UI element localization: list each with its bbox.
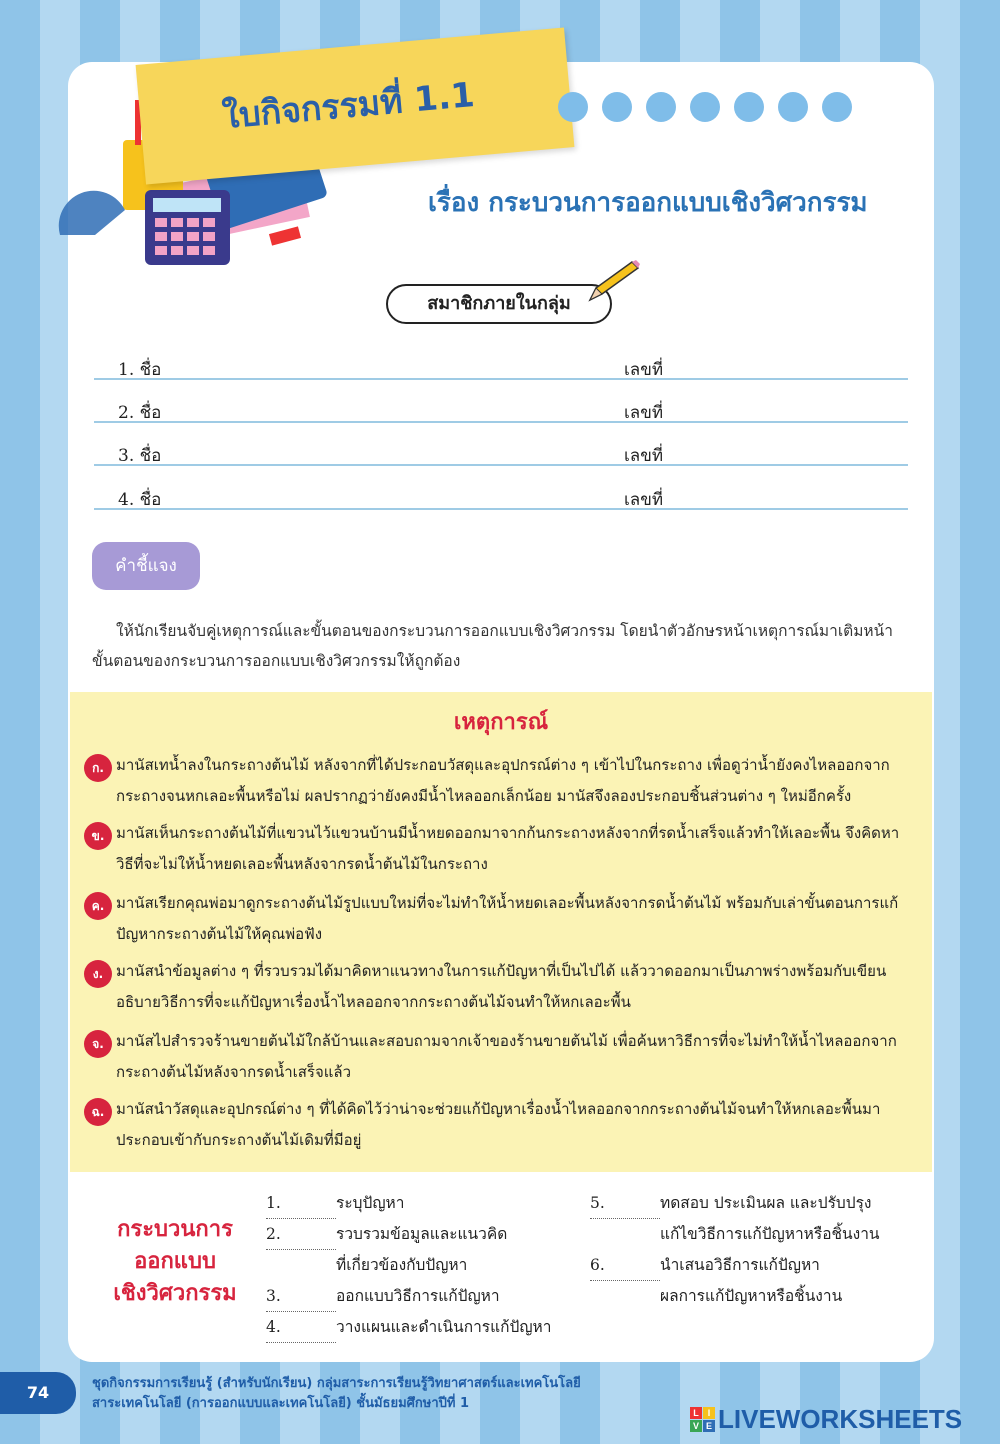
footer-line: ชุดกิจกรรมการเรียนรู้ (สำหรับนักเรียน) กลุ่มสาระการเรียนรู้วิทยาศาสตร์และเทคโนโลยี (92, 1376, 581, 1391)
liveworksheets-logo-icon (690, 1407, 715, 1432)
event-text: มานัสเทน้ำลงในกระถางต้นไม้ หลังจากที่ได้ประกอบวัสดุและอุปกรณ์ต่าง ๆ เข้าไปในกระถาง เพื่อดูว่าน้ำยังคงไหลออกจากกระถางจนหกเลอะพื้นหรือไม่ ผลปรากฏว่ายังคงมีน้ำไหลออกเล็กน้อย มานัสจึงลองประกอบชิ้นส่วนต่าง ๆ ใหม่อีกครั้ง (116, 756, 890, 805)
member-number-label: เลขที่ (624, 360, 664, 380)
event-text: มานัสเห็นกระถางต้นไม้ที่แขวนไว้แขวนบ้านมีน้ำหยดออกมาจากก้นกระถางหลังจากที่รดน้ำเสร็จแล้วทำให้เลอะพื้น จึงคิดหาวิธีที่จะไม่ให้น้ำหยดเลอะพื้นหลังจากรดน้ำต้นไม้ในกระถาง (116, 824, 900, 873)
step-text: ออกแบบวิธีการแก้ปัญหา (336, 1287, 500, 1305)
step-number: 4. (266, 1312, 336, 1343)
step-text: วางแผนและดำเนินการแก้ปัญหา (336, 1318, 552, 1336)
event-letter-badge: ก. (84, 754, 112, 782)
logo-letter: L (690, 1407, 702, 1419)
member-row-1[interactable] (94, 354, 908, 380)
step-number: 2. (266, 1219, 336, 1250)
members-heading: สมาชิกภายในกลุ่ม (386, 284, 612, 324)
event-text: มานัสไปสำรวจร้านขายต้นไม้ใกล้บ้านและสอบถามจากเจ้าของร้านขายต้นไม้ เพื่อค้นหาวิธีการที่จะไม่ทำให้น้ำไหลออกจากกระถางต้นไม้หลังจากรดน้ำเสร็จแล้ว (116, 1032, 897, 1081)
step-number: 1. (266, 1188, 336, 1219)
step-number: 3. (266, 1281, 336, 1312)
event-letter-badge: ง. (84, 960, 112, 988)
instructions-text: ให้นักเรียนจับคู่เหตุการณ์และขั้นตอนของกระบวนการออกแบบเชิงวิศวกรรม โดยนำตัวอักษรหน้าเหตุการณ์มาเติมหน้าขั้นตอนของกระบวนการออกแบบเชิงวิศวกรรมให้ถูกต้อง (92, 622, 893, 670)
step-number: 6. (590, 1250, 660, 1281)
event-text: มานัสนำวัสดุและอุปกรณ์ต่าง ๆ ที่ได้คิดไว้ว่าน่าจะช่วยแก้ปัญหาเรื่องน้ำไหลออกจากกระถางต้นไม้จนทำให้หกเลอะพื้นมาประกอบเข้ากับกระถางต้นไม้เดิมที่มีอยู่ (116, 1100, 881, 1149)
logo-letter: I (703, 1407, 715, 1419)
process-title-line: กระบวนการ (117, 1217, 233, 1242)
pencil-icon (582, 256, 642, 306)
liveworksheets-logo (690, 1404, 962, 1435)
member-name-label: 4. ชื่อ (118, 490, 162, 510)
dot (602, 92, 632, 122)
event-item (84, 1094, 914, 1156)
process-step-5[interactable] (590, 1188, 880, 1249)
watermark-text: LIVEWORKSHEETS (718, 1404, 963, 1434)
worksheet-subtitle: เรื่อง กระบวนการออกแบบเชิงวิศวกรรม (428, 188, 868, 218)
event-text: มานัสเรียกคุณพ่อมาดูกระถางต้นไม้รูปแบบใหม่ที่จะไม่ทำให้น้ำหยดเลอะพื้นหลังจากรดน้ำต้นไม้ พร้อมกับเล่าขั้นตอนการแก้ปัญหากระถางต้นไม้ให้คุณพ่อฟัง (116, 894, 899, 943)
step-text: ทดสอบ ประเมินผล และปรับปรุง (660, 1194, 872, 1212)
member-row-3[interactable] (94, 440, 908, 466)
event-letter-badge: ฉ. (84, 1098, 112, 1126)
event-item (84, 888, 914, 950)
member-name-label: 1. ชื่อ (118, 360, 162, 380)
events-panel (70, 692, 932, 1172)
member-row-4[interactable] (94, 484, 908, 510)
event-text: มานัสนำข้อมูลต่าง ๆ ที่รวบรวมได้มาคิดหาแนวทางในการแก้ปัญหาที่เป็นไปได้ แล้ววาดออกมาเป็นภาพร่างพร้อมกับเขียนอธิบายวิธีการที่จะแก้ปัญหาเรื่องน้ำไหลออกจากกระถางต้นไม้จนทำให้หกเลอะพื้น (116, 962, 887, 1011)
dot (822, 92, 852, 122)
member-row-2[interactable] (94, 397, 908, 423)
process-title-line: เชิงวิศวกรรม (113, 1281, 237, 1306)
events-title: เหตุการณ์ (453, 710, 549, 735)
process-step-1[interactable] (266, 1188, 404, 1219)
step-text-continued: ผลการแก้ปัญหาหรือชิ้นงาน (660, 1287, 843, 1305)
process-step-3[interactable] (266, 1281, 500, 1312)
process-step-4[interactable] (266, 1312, 551, 1343)
member-number-label: เลขที่ (624, 490, 664, 510)
logo-letter: V (690, 1420, 702, 1432)
process-title-line: ออกแบบ (134, 1249, 216, 1274)
event-item (84, 956, 914, 1018)
event-letter-badge: จ. (84, 1030, 112, 1058)
step-text-continued: ที่เกี่ยวข้องกับปัญหา (336, 1256, 468, 1274)
decorative-dots (558, 92, 852, 122)
event-item (84, 818, 914, 880)
step-number: 5. (590, 1188, 660, 1219)
member-name-label: 2. ชื่อ (118, 403, 162, 423)
dot (778, 92, 808, 122)
instructions-label: คำชี้แจง (92, 542, 200, 590)
member-number-label: เลขที่ (624, 446, 664, 466)
event-letter-badge: ข. (84, 822, 112, 850)
process-step-6[interactable] (590, 1250, 842, 1311)
process-step-2[interactable] (266, 1219, 507, 1280)
page-number: 74 (0, 1372, 76, 1414)
step-text: ระบุปัญหา (336, 1194, 405, 1212)
footer-line: สาระเทคโนโลยี (การออกแบบและเทคโนโลยี) ชั้นมัธยมศึกษาปีที่ 1 (92, 1396, 470, 1411)
member-name-label: 3. ชื่อ (118, 446, 162, 466)
dot (734, 92, 764, 122)
activity-title: ใบกิจกรรมที่ 1.1 (220, 75, 477, 137)
event-letter-badge: ค. (84, 892, 112, 920)
dot (646, 92, 676, 122)
event-item (84, 1026, 914, 1088)
step-text-continued: แก้ไขวิธีการแก้ปัญหาหรือชิ้นงาน (660, 1225, 880, 1243)
dot (690, 92, 720, 122)
member-number-label: เลขที่ (624, 403, 664, 423)
step-text: รวบรวมข้อมูลและแนวคิด (336, 1225, 508, 1243)
event-item (84, 750, 914, 812)
dot (558, 92, 588, 122)
logo-letter: E (703, 1420, 715, 1432)
process-title (100, 1214, 250, 1310)
footer-text (92, 1374, 581, 1414)
step-text: นำเสนอวิธีการแก้ปัญหา (660, 1256, 820, 1274)
